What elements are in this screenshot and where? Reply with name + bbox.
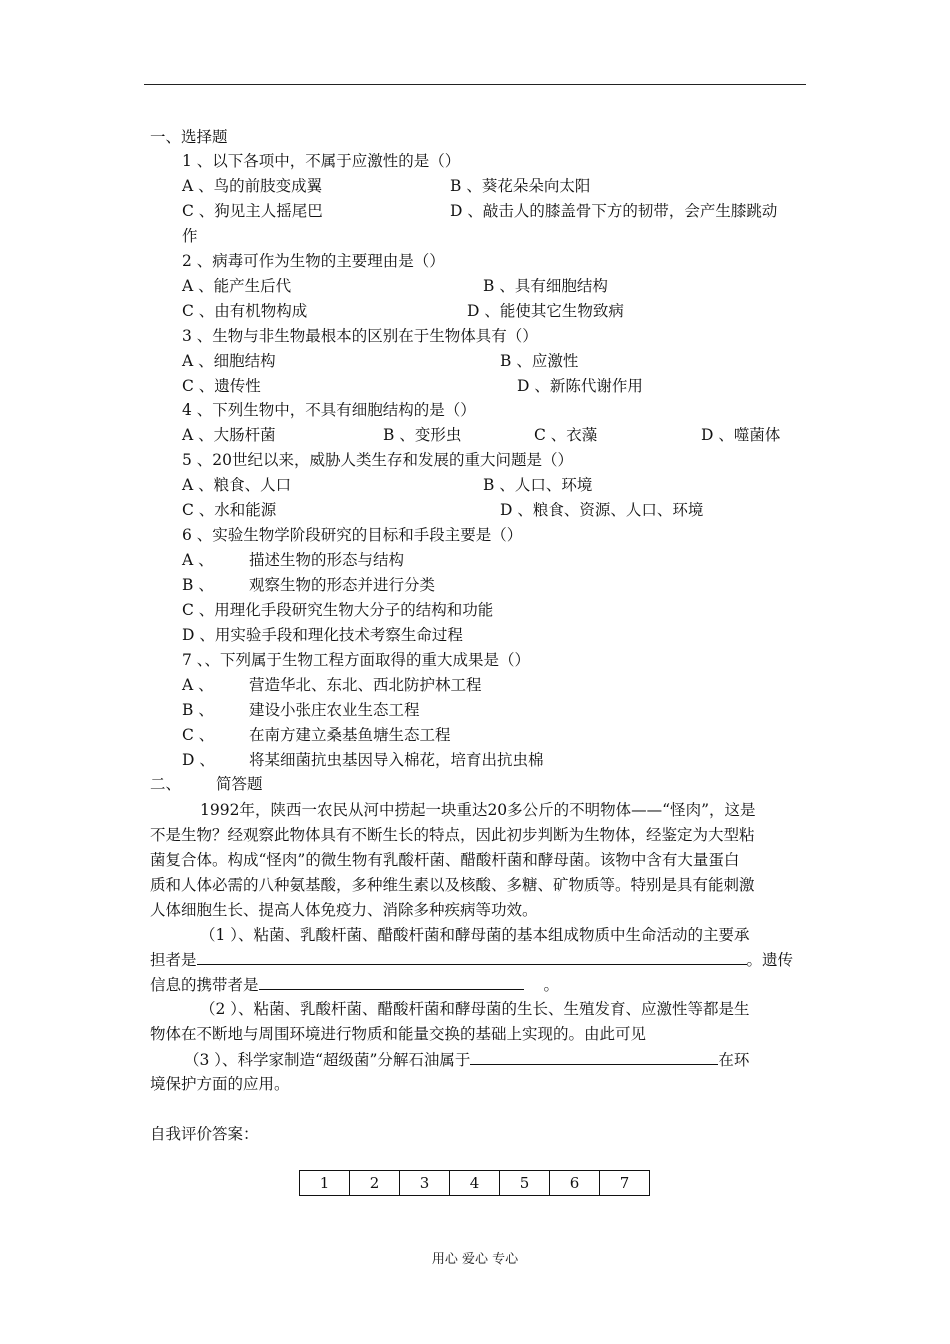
answer-blank-2[interactable] (259, 974, 524, 990)
passage-line: 1992年，陕西一农民从河中捞起一块重达20多公斤的不明物体——“怪肉”，这是 (200, 801, 756, 819)
passage-line: 不是生物？经观察此物体具有不断生长的特点，因此初步判断为生物体，经鉴定为大型粘 (150, 826, 755, 844)
subquestion-3-line1 (184, 1049, 749, 1070)
question-7-option-c: 在南方建立桑基鱼塘生态工程 (249, 726, 451, 744)
question-1-option-d-continued: 作 (182, 227, 198, 245)
question-4-option-b: B 、变形虫 (383, 426, 462, 444)
passage-line: 质和人体必需的八种氨基酸，多种维生素以及核酸、多糖、矿物质等。特别是具有能刺激 (150, 876, 755, 894)
question-4-option-a: A 、大肠杆菌 (182, 426, 276, 444)
question-3-option-a: A 、细胞结构 (182, 352, 276, 370)
answer-blank-1[interactable] (197, 949, 747, 965)
answer-cell-1[interactable]: 1 (300, 1171, 350, 1196)
question-1-stem: 1 、以下各项中，不属于应激性的是（） (182, 152, 461, 170)
question-7-option-d-letter: D 、 (182, 751, 215, 769)
answer-table-row (300, 1171, 650, 1196)
subquestion-1-prefix: 担者是 (150, 951, 197, 969)
question-5-option-a: A 、粮食、人口 (182, 476, 292, 494)
question-3-option-b: B 、应激性 (500, 352, 579, 370)
question-5-option-b: B 、人口、环境 (483, 476, 593, 494)
answer-table (299, 1170, 650, 1196)
answer-cell-7[interactable]: 7 (600, 1171, 650, 1196)
subquestion-3-prefix: （3 ）、科学家制造“超级菌”分解石油属于 (184, 1051, 471, 1069)
question-2-option-a: A 、能产生后代 (182, 277, 292, 295)
question-2-option-c: C 、由有机物构成 (182, 302, 308, 320)
answer-blank-3[interactable] (470, 1049, 718, 1065)
question-2-stem: 2 、病毒可作为生物的主要理由是（） (182, 252, 445, 270)
question-5-option-d: D 、粮食、资源、人口、环境 (500, 501, 704, 519)
question-3-stem: 3 、生物与非生物最根本的区别在于生物体具有（） (182, 327, 538, 345)
header-rule (144, 84, 806, 85)
subquestion-3-suffix: 在环 (718, 1051, 750, 1069)
answer-cell-5[interactable]: 5 (500, 1171, 550, 1196)
question-6-option-b-letter: B 、 (182, 576, 214, 594)
section2-number: 二、 (150, 775, 182, 793)
question-5-stem: 5 、20世纪以来，威胁人类生存和发展的重大问题是（） (182, 451, 574, 469)
answer-cell-6[interactable]: 6 (550, 1171, 600, 1196)
subquestion-1-suffix-2: 。 (543, 976, 560, 994)
passage-line: 人体细胞生长、提高人体免疫力、消除多种疾病等功效。 (150, 901, 538, 919)
question-7-option-b: 建设小张庄农业生态工程 (249, 701, 420, 719)
question-2-option-d: D 、能使其它生物致病 (467, 302, 624, 320)
question-6-option-a-letter: A 、 (182, 551, 214, 569)
question-7-option-a: 营造华北、东北、西北防护林工程 (249, 676, 482, 694)
question-2-option-b: B 、具有细胞结构 (483, 277, 608, 295)
answer-cell-3[interactable]: 3 (400, 1171, 450, 1196)
question-7-option-d: 将某细菌抗虫基因导入棉花，培育出抗虫棉 (249, 751, 544, 769)
question-1-option-d: D 、敲击人的膝盖骨下方的韧带，会产生膝跳动 (450, 202, 778, 220)
answer-cell-2[interactable]: 2 (350, 1171, 400, 1196)
subquestion-2-line1: （2 ）、粘菌、乳酸杆菌、醋酸杆菌和酵母菌的生长、生殖发育、应激性等都是生 (200, 1000, 750, 1018)
question-7-option-c-letter: C 、 (182, 726, 215, 744)
subquestion-1-prefix-2: 信息的携带者是 (150, 976, 259, 994)
question-6-option-b: 观察生物的形态并进行分类 (249, 576, 436, 594)
answer-label: 自我评价答案： (150, 1125, 259, 1143)
subquestion-1-suffix: 。遗传 (746, 951, 794, 969)
subquestion-1-line1: （1 ）、粘菌、乳酸杆菌、醋酸杆菌和酵母菌的基本组成物质中生命活动的主要承 (200, 926, 750, 944)
question-3-option-c: C 、遗传性 (182, 377, 261, 395)
answer-cell-4[interactable]: 4 (450, 1171, 500, 1196)
question-4-option-c: C 、衣藻 (534, 426, 598, 444)
page-footer: 用心 爱心 专心 (431, 1252, 519, 1267)
question-4-option-d: D 、噬菌体 (701, 426, 781, 444)
question-6-stem: 6 、实验生物学阶段研究的目标和手段主要是（） (182, 526, 523, 544)
subquestion-2-line2: 物体在不断地与周围环境进行物质和能量交换的基础上实现的。由此可见 (150, 1025, 647, 1043)
question-7-option-b-letter: B 、 (182, 701, 214, 719)
section1-title: 一、选择题 (150, 128, 228, 146)
passage-line: 菌复合体。构成“怪肉”的微生物有乳酸杆菌、醋酸杆菌和酵母菌。该物中含有大量蛋白 (150, 851, 740, 869)
question-7-stem: 7 、、下列属于生物工程方面取得的重大成果是（） (182, 651, 531, 669)
question-5-option-c: C 、水和能源 (182, 501, 277, 519)
question-1-option-a: A 、鸟的前肢变成翼 (182, 177, 323, 195)
question-1-option-c: C 、狗见主人摇尾巴 (182, 202, 323, 220)
subquestion-1-line3 (150, 974, 559, 995)
section2-title: 简答题 (216, 775, 263, 793)
question-7-option-a-letter: A 、 (182, 676, 214, 694)
question-6-option-a: 描述生物的形态与结构 (249, 551, 405, 569)
question-4-stem: 4 、下列生物中，不具有细胞结构的是（） (182, 401, 476, 419)
subquestion-3-line2: 境保护方面的应用。 (150, 1075, 290, 1093)
question-1-option-b: B 、葵花朵朵向太阳 (450, 177, 591, 195)
question-6-option-d: D 、用实验手段和理化技术考察生命过程 (182, 626, 463, 644)
subquestion-1-line2 (150, 949, 793, 970)
question-6-option-c: C 、用理化手段研究生物大分子的结构和功能 (182, 601, 494, 619)
question-3-option-d: D 、新陈代谢作用 (517, 377, 643, 395)
